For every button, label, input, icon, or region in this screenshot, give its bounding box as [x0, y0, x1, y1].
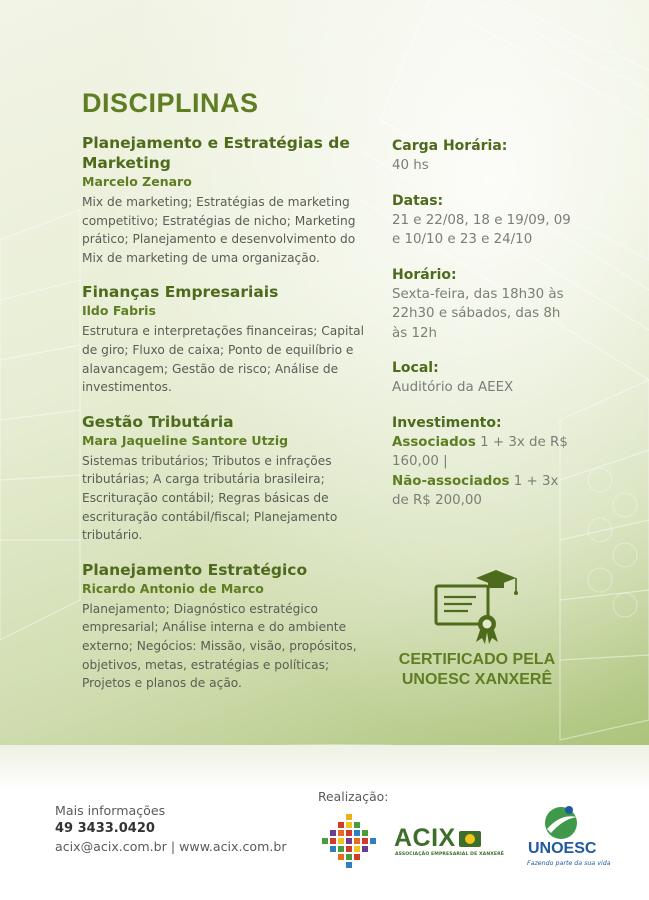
unoesc-logo-text: UNOESC [528, 840, 597, 857]
discipline-professor: Ricardo Antonio de Marco [82, 580, 264, 596]
datas-value: 21 e 22/08, 18 e 19/09, 09 e 10/10 e 23 e 24/10 [392, 212, 571, 247]
local-label: Local: [392, 360, 439, 376]
discipline-description: Sistemas tributários; Tributos e infrações tributárias; A carga tributária brasileira; Escrituração contábil; Regras básicas de escrituração contábil/fiscal; Planejamento tributário. [82, 453, 338, 543]
horario-value: Sexta-feira, das 18h30 às 22h30 e sábados, das 8h às 12h [392, 286, 564, 341]
discipline-item [82, 560, 367, 693]
info-investimento [392, 414, 577, 511]
local-value: Auditório da AEEX [392, 380, 514, 395]
mosaic-logo-icon [318, 812, 382, 868]
horario-label: Horário: [392, 266, 457, 283]
info-carga [392, 137, 577, 176]
certificate-title [392, 650, 562, 690]
discipline-professor: Ildo Fabris [82, 303, 156, 319]
investimento-value [392, 433, 577, 511]
disciplines-list [82, 133, 367, 708]
unoesc-logo-icon [541, 803, 581, 841]
info-local [392, 359, 577, 398]
acix-logo-mark-icon [458, 830, 482, 848]
datas-label: Datas: [392, 192, 444, 209]
unoesc-tagline: Fazendo parte da sua vida [527, 860, 611, 867]
discipline-professor: Marcelo Zenaro [82, 174, 192, 189]
discipline-item [82, 133, 367, 267]
certificate-line-2: UNOESC XANXERÊ [401, 671, 553, 688]
phone-number[interactable]: 49 3433.0420 [55, 821, 155, 836]
carga-value: 40 hs [392, 158, 429, 173]
discipline-item [82, 412, 367, 545]
discipline-description: Mix de marketing; Estratégias de marketing competitivo; Estratégias de nicho; Marketing prático; Planejamento e desenvolvimento do Mix de marketing de uma organização. [82, 195, 356, 265]
contact-info [55, 802, 287, 856]
discipline-title: Planejamento e Estratégias de Marketing [82, 134, 350, 172]
discipline-title: Gestão Tributária [82, 412, 234, 431]
info-datas [392, 192, 577, 250]
course-info [392, 137, 577, 527]
associados-label: Associados [392, 434, 476, 450]
carga-label: Carga Horária: [392, 138, 508, 154]
discipline-title: Planejamento Estratégico [82, 560, 308, 579]
discipline-item [82, 282, 367, 396]
associados-price: 1 + 3x de R$ 160,00 | [392, 434, 568, 469]
investimento-label: Investimento: [392, 414, 502, 431]
info-horario [392, 266, 577, 344]
certificate-icon [432, 566, 522, 646]
realizacao-label: Realização: [318, 789, 389, 804]
acix-logo-text: ACIX [394, 824, 456, 852]
discipline-description: Estrutura e interpretações financeiras; Capital de giro; Fluxo de caixa; Ponto de equilíbrio e alavancagem; Gestão de risco; Análise de investimentos. [82, 324, 365, 395]
contact-links[interactable]: acix@acix.com.br | www.acix.com.br [55, 839, 287, 854]
certificate-line-1: CERTIFICADO PELA [398, 651, 556, 668]
discipline-title: Finanças Empresariais [82, 283, 279, 302]
acix-subtitle: ASSOCIAÇÃO EMPRESARIAL DE XANXERÊ [395, 852, 505, 857]
nao-associados-label: Não-associados [392, 473, 510, 489]
nao-associados-price: 1 + 3x de R$ 200,00 [392, 473, 559, 508]
discipline-description: Planejamento; Diagnóstico estratégico empresarial; Análise interna e do ambiente externo; Negócios: Missão, visão, propósitos, objetivos, metas, estratégias e políticas; Projetos e planos de ação. [82, 601, 357, 691]
page-title: DISCIPLINAS [82, 88, 259, 118]
discipline-professor: Mara Jaqueline Santore Utzig [82, 432, 289, 448]
more-info-label: Mais informações [55, 803, 166, 818]
